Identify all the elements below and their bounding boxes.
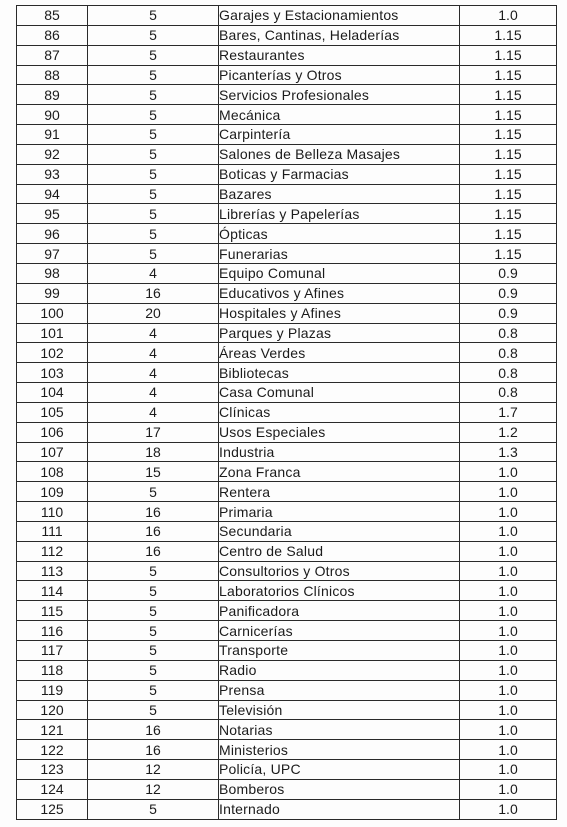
use-name-cell: Bares, Cantinas, Heladerías xyxy=(219,25,460,45)
land-use-coefficient-table xyxy=(16,5,557,820)
row-number-cell: 122 xyxy=(17,740,88,760)
table-row xyxy=(17,363,557,383)
coefficient-cell: 1.0 xyxy=(460,6,557,26)
row-number-cell: 117 xyxy=(17,641,88,661)
table-row xyxy=(17,641,557,661)
use-name-cell: Consultorios y Otros xyxy=(219,561,460,581)
use-name-cell: Rentera xyxy=(219,482,460,502)
row-number-cell: 99 xyxy=(17,283,88,303)
coefficient-cell: 1.0 xyxy=(460,660,557,680)
row-number-cell: 88 xyxy=(17,65,88,85)
group-code-cell: 18 xyxy=(88,442,219,462)
table-row xyxy=(17,323,557,343)
row-number-cell: 110 xyxy=(17,502,88,522)
coefficient-cell: 1.0 xyxy=(460,799,557,819)
row-number-cell: 114 xyxy=(17,581,88,601)
coefficient-cell: 0.8 xyxy=(460,363,557,383)
table-row xyxy=(17,700,557,720)
coefficient-cell: 1.2 xyxy=(460,422,557,442)
row-number-cell: 98 xyxy=(17,263,88,283)
coefficient-cell: 1.15 xyxy=(460,224,557,244)
table-row xyxy=(17,760,557,780)
table-row xyxy=(17,144,557,164)
row-number-cell: 111 xyxy=(17,521,88,541)
group-code-cell: 16 xyxy=(88,541,219,561)
table-row xyxy=(17,799,557,819)
coefficient-cell: 1.0 xyxy=(460,462,557,482)
group-code-cell: 20 xyxy=(88,303,219,323)
use-name-cell: Industria xyxy=(219,442,460,462)
row-number-cell: 115 xyxy=(17,601,88,621)
table-row xyxy=(17,65,557,85)
table-row xyxy=(17,779,557,799)
group-code-cell: 5 xyxy=(88,25,219,45)
group-code-cell: 5 xyxy=(88,680,219,700)
group-code-cell: 16 xyxy=(88,720,219,740)
group-code-cell: 5 xyxy=(88,65,219,85)
coefficient-cell: 0.8 xyxy=(460,343,557,363)
coefficient-cell: 0.8 xyxy=(460,383,557,403)
use-name-cell: Bibliotecas xyxy=(219,363,460,383)
table-row xyxy=(17,601,557,621)
use-name-cell: Policía, UPC xyxy=(219,760,460,780)
group-code-cell: 5 xyxy=(88,85,219,105)
row-number-cell: 102 xyxy=(17,343,88,363)
use-name-cell: Bazares xyxy=(219,184,460,204)
coefficient-cell: 0.9 xyxy=(460,263,557,283)
table-row xyxy=(17,6,557,26)
group-code-cell: 5 xyxy=(88,6,219,26)
row-number-cell: 96 xyxy=(17,224,88,244)
coefficient-cell: 1.0 xyxy=(460,621,557,641)
coefficient-cell: 0.9 xyxy=(460,303,557,323)
group-code-cell: 4 xyxy=(88,383,219,403)
use-name-cell: Carpintería xyxy=(219,125,460,145)
coefficient-cell: 1.0 xyxy=(460,502,557,522)
use-name-cell: Internado xyxy=(219,799,460,819)
group-code-cell: 5 xyxy=(88,184,219,204)
row-number-cell: 93 xyxy=(17,164,88,184)
row-number-cell: 120 xyxy=(17,700,88,720)
coefficient-cell: 1.7 xyxy=(460,402,557,422)
table-row xyxy=(17,680,557,700)
coefficient-cell: 1.0 xyxy=(460,482,557,502)
row-number-cell: 95 xyxy=(17,204,88,224)
group-code-cell: 5 xyxy=(88,561,219,581)
group-code-cell: 12 xyxy=(88,779,219,799)
use-name-cell: Zona Franca xyxy=(219,462,460,482)
coefficient-cell: 1.0 xyxy=(460,601,557,621)
use-name-cell: Funerarias xyxy=(219,244,460,264)
table-row xyxy=(17,561,557,581)
table-row xyxy=(17,85,557,105)
coefficient-cell: 1.15 xyxy=(460,244,557,264)
row-number-cell: 125 xyxy=(17,799,88,819)
row-number-cell: 109 xyxy=(17,482,88,502)
group-code-cell: 5 xyxy=(88,601,219,621)
table-row xyxy=(17,581,557,601)
table-row xyxy=(17,283,557,303)
row-number-cell: 123 xyxy=(17,760,88,780)
use-name-cell: Usos Especiales xyxy=(219,422,460,442)
use-name-cell: Áreas Verdes xyxy=(219,343,460,363)
group-code-cell: 5 xyxy=(88,482,219,502)
group-code-cell: 16 xyxy=(88,521,219,541)
table-row xyxy=(17,244,557,264)
table-row xyxy=(17,184,557,204)
coefficient-cell: 1.15 xyxy=(460,65,557,85)
table-row xyxy=(17,422,557,442)
group-code-cell: 5 xyxy=(88,581,219,601)
row-number-cell: 85 xyxy=(17,6,88,26)
use-name-cell: Garajes y Estacionamientos xyxy=(219,6,460,26)
use-name-cell: Restaurantes xyxy=(219,45,460,65)
table-row xyxy=(17,303,557,323)
use-name-cell: Clínicas xyxy=(219,402,460,422)
group-code-cell: 5 xyxy=(88,204,219,224)
group-code-cell: 15 xyxy=(88,462,219,482)
use-name-cell: Secundaria xyxy=(219,521,460,541)
coefficient-cell: 1.15 xyxy=(460,85,557,105)
group-code-cell: 12 xyxy=(88,760,219,780)
table-row xyxy=(17,105,557,125)
row-number-cell: 118 xyxy=(17,660,88,680)
use-name-cell: Notarias xyxy=(219,720,460,740)
row-number-cell: 108 xyxy=(17,462,88,482)
table-row xyxy=(17,521,557,541)
group-code-cell: 5 xyxy=(88,144,219,164)
coefficient-cell: 1.15 xyxy=(460,184,557,204)
row-number-cell: 86 xyxy=(17,25,88,45)
row-number-cell: 104 xyxy=(17,383,88,403)
coefficient-cell: 1.15 xyxy=(460,164,557,184)
coefficient-cell: 1.0 xyxy=(460,720,557,740)
row-number-cell: 100 xyxy=(17,303,88,323)
coefficient-cell: 1.0 xyxy=(460,521,557,541)
row-number-cell: 107 xyxy=(17,442,88,462)
row-number-cell: 106 xyxy=(17,422,88,442)
use-name-cell: Picanterías y Otros xyxy=(219,65,460,85)
row-number-cell: 97 xyxy=(17,244,88,264)
coefficient-cell: 1.15 xyxy=(460,25,557,45)
table-row xyxy=(17,402,557,422)
row-number-cell: 112 xyxy=(17,541,88,561)
use-name-cell: Librerías y Papelerías xyxy=(219,204,460,224)
use-name-cell: Boticas y Farmacias xyxy=(219,164,460,184)
row-number-cell: 105 xyxy=(17,402,88,422)
group-code-cell: 5 xyxy=(88,621,219,641)
coefficient-cell: 1.0 xyxy=(460,740,557,760)
coefficient-cell: 1.0 xyxy=(460,541,557,561)
group-code-cell: 5 xyxy=(88,641,219,661)
coefficient-cell: 1.0 xyxy=(460,561,557,581)
group-code-cell: 4 xyxy=(88,343,219,363)
group-code-cell: 5 xyxy=(88,224,219,244)
group-code-cell: 17 xyxy=(88,422,219,442)
group-code-cell: 5 xyxy=(88,799,219,819)
row-number-cell: 116 xyxy=(17,621,88,641)
use-name-cell: Centro de Salud xyxy=(219,541,460,561)
coefficient-cell: 1.15 xyxy=(460,125,557,145)
row-number-cell: 91 xyxy=(17,125,88,145)
use-name-cell: Ministerios xyxy=(219,740,460,760)
use-name-cell: Ópticas xyxy=(219,224,460,244)
row-number-cell: 121 xyxy=(17,720,88,740)
group-code-cell: 16 xyxy=(88,283,219,303)
group-code-cell: 5 xyxy=(88,660,219,680)
row-number-cell: 94 xyxy=(17,184,88,204)
use-name-cell: Prensa xyxy=(219,680,460,700)
table-row xyxy=(17,224,557,244)
table-row xyxy=(17,482,557,502)
use-name-cell: Radio xyxy=(219,660,460,680)
group-code-cell: 5 xyxy=(88,700,219,720)
group-code-cell: 5 xyxy=(88,125,219,145)
use-name-cell: Panificadora xyxy=(219,601,460,621)
table-row xyxy=(17,502,557,522)
use-name-cell: Salones de Belleza Masajes xyxy=(219,144,460,164)
group-code-cell: 5 xyxy=(88,164,219,184)
table-row xyxy=(17,442,557,462)
coefficient-cell: 0.8 xyxy=(460,323,557,343)
coefficient-cell: 1.15 xyxy=(460,204,557,224)
coefficient-cell: 1.0 xyxy=(460,641,557,661)
table-row xyxy=(17,263,557,283)
coefficient-cell: 1.0 xyxy=(460,581,557,601)
row-number-cell: 124 xyxy=(17,779,88,799)
table-row xyxy=(17,541,557,561)
group-code-cell: 4 xyxy=(88,323,219,343)
use-name-cell: Primaria xyxy=(219,502,460,522)
use-name-cell: Televisión xyxy=(219,700,460,720)
table-row xyxy=(17,204,557,224)
table-row xyxy=(17,45,557,65)
table-row xyxy=(17,125,557,145)
table-row xyxy=(17,660,557,680)
table-row xyxy=(17,740,557,760)
table-row xyxy=(17,720,557,740)
group-code-cell: 5 xyxy=(88,105,219,125)
use-name-cell: Parques y Plazas xyxy=(219,323,460,343)
use-name-cell: Equipo Comunal xyxy=(219,263,460,283)
group-code-cell: 4 xyxy=(88,263,219,283)
group-code-cell: 5 xyxy=(88,45,219,65)
use-name-cell: Servicios Profesionales xyxy=(219,85,460,105)
table-row xyxy=(17,462,557,482)
row-number-cell: 113 xyxy=(17,561,88,581)
group-code-cell: 4 xyxy=(88,402,219,422)
use-name-cell: Transporte xyxy=(219,641,460,661)
row-number-cell: 90 xyxy=(17,105,88,125)
row-number-cell: 87 xyxy=(17,45,88,65)
table-row xyxy=(17,25,557,45)
table-body xyxy=(17,6,557,820)
group-code-cell: 16 xyxy=(88,502,219,522)
coefficient-cell: 1.0 xyxy=(460,700,557,720)
table-row xyxy=(17,383,557,403)
use-name-cell: Laboratorios Clínicos xyxy=(219,581,460,601)
table-row xyxy=(17,343,557,363)
group-code-cell: 5 xyxy=(88,244,219,264)
group-code-cell: 16 xyxy=(88,740,219,760)
use-name-cell: Carnicerías xyxy=(219,621,460,641)
use-name-cell: Hospitales y Afines xyxy=(219,303,460,323)
table-row xyxy=(17,621,557,641)
coefficient-cell: 1.0 xyxy=(460,680,557,700)
group-code-cell: 4 xyxy=(88,363,219,383)
row-number-cell: 119 xyxy=(17,680,88,700)
coefficient-cell: 1.15 xyxy=(460,45,557,65)
coefficient-cell: 1.0 xyxy=(460,779,557,799)
use-name-cell: Casa Comunal xyxy=(219,383,460,403)
row-number-cell: 92 xyxy=(17,144,88,164)
row-number-cell: 103 xyxy=(17,363,88,383)
use-name-cell: Bomberos xyxy=(219,779,460,799)
coefficient-cell: 1.15 xyxy=(460,105,557,125)
table-row xyxy=(17,164,557,184)
coefficient-cell: 1.3 xyxy=(460,442,557,462)
use-name-cell: Mecánica xyxy=(219,105,460,125)
coefficient-cell: 1.15 xyxy=(460,144,557,164)
row-number-cell: 101 xyxy=(17,323,88,343)
coefficient-cell: 0.9 xyxy=(460,283,557,303)
coefficient-cell: 1.0 xyxy=(460,760,557,780)
row-number-cell: 89 xyxy=(17,85,88,105)
use-name-cell: Educativos y Afines xyxy=(219,283,460,303)
